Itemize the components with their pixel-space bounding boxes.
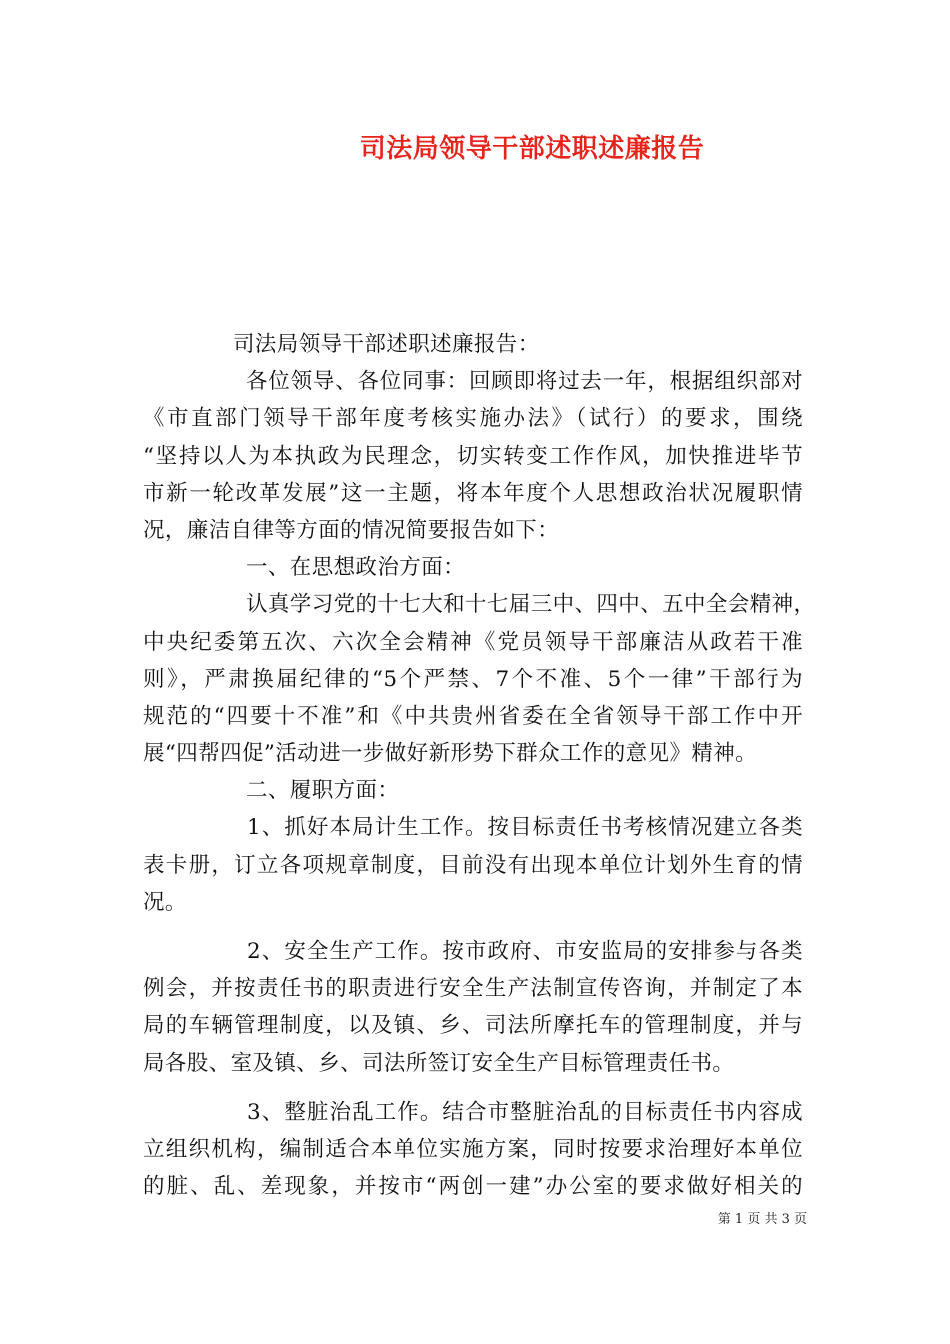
page-title: 司法局领导干部述职述廉报告 [359,134,705,164]
paragraph-study-line-3: 则》，严肃换届纪律的“5个严禁、7个不准、5个一律”干部行为 [143,666,803,692]
paragraph-intro-line-1: 各位领导、各位同事：回顾即将过去一年，根据组织部对 [246,369,803,395]
item-2-line-2: 例会，并按责任书的职责进行安全生产法制宣传咨询，并制定了本 [143,976,803,1002]
paragraph-intro-line-2: 《市直部门领导干部年度考核实施办法》（试行）的要求，围绕 [143,406,803,432]
paragraph-intro-line-3: “坚持以人为本执政为民理念，切实转变工作作风，加快推进毕节 [143,443,803,469]
item-2-line-4: 局各股、室及镇、乡、司法所签订安全生产目标管理责任书。 [143,1050,735,1076]
item-3-line-3: 的脏、乱、差现象，并按市“两创一建”办公室的要求做好相关的 [143,1174,803,1200]
item-1-line-1: 1、抓好本局计生工作。按目标责任书考核情况建立各类 [247,815,803,841]
item-3-line-2: 立组织机构，编制适合本单位实施方案，同时按要求治理好本单位 [143,1136,803,1162]
section-heading-political: 一、在思想政治方面： [246,555,466,581]
paragraph-intro-line-5: 况，廉洁自律等方面的情况简要报告如下： [143,517,560,543]
document-body [143,326,816,1205]
item-2-line-1: 2、安全生产工作。按市政府、市安监局的安排参与各类 [247,939,803,964]
paragraph-intro-line-4: 市新一轮改革发展”这一主题，将本年度个人思想政治状况履职情 [143,480,803,506]
paragraph-study-line-1: 认真学习党的十七大和十七届三中、四中、五中全会精神， [246,592,816,618]
section-heading-duties: 二、履职方面： [246,778,400,804]
item-1-line-2: 表卡册，订立各项规章制度，目前没有出现本单位计划外生育的情 [143,852,803,878]
item-3-line-1: 3、整脏治乱工作。结合市整脏治乱的目标责任书内容成 [247,1099,803,1125]
paragraph-study-line-5: 展“四帮四促”活动进一步做好新形势下群众工作的意见》精神。 [143,741,758,767]
paragraph-study-line-4: 规范的“四要十不准”和《中共贵州省委在全省领导干部工作中开 [143,703,803,729]
item-1-line-3: 况。 [143,889,187,915]
paragraph-study-line-2: 中央纪委第五次、六次全会精神《党员领导干部廉洁从政若干准 [143,629,803,655]
item-2-line-3: 局的车辆管理制度，以及镇、乡、司法所摩托车的管理制度，并与 [143,1013,803,1039]
page-number: 第 1 页 共 3 页 [717,1212,807,1227]
report-heading: 司法局领导干部述职述廉报告： [233,332,540,357]
